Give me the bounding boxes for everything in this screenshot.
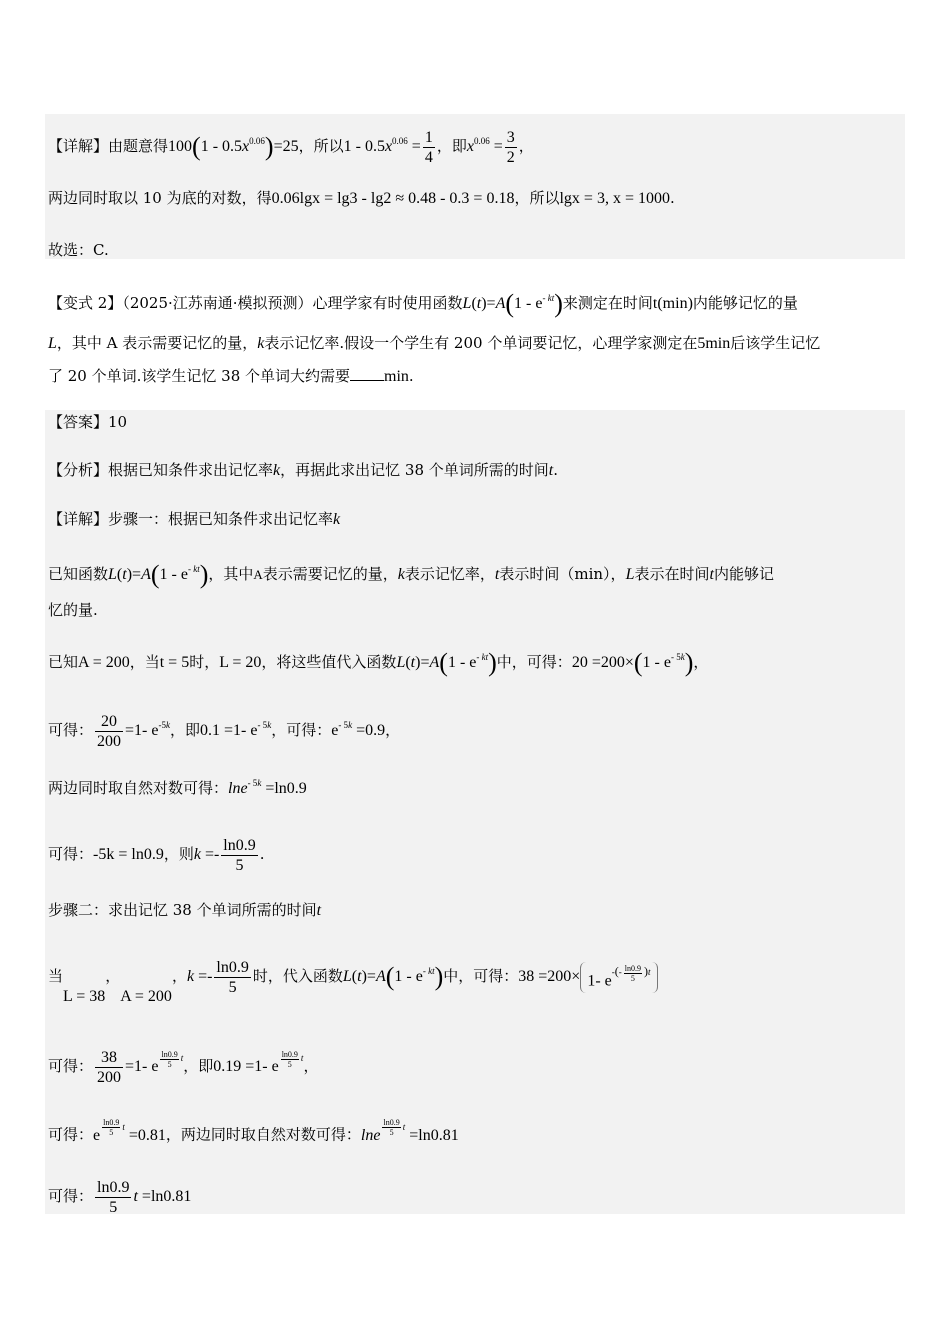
equation: $e^{- 5k} =0.9$ xyxy=(331,720,386,740)
answer-blank[interactable] xyxy=(350,379,384,381)
equation: $L(t)=A(1 - e^{- kt})$ xyxy=(108,560,209,589)
problem-tag: 【变式 2】 xyxy=(48,294,123,312)
equation: $x^{0.06}$ = $\frac{3}{2}$ xyxy=(466,129,515,166)
equation: 0.19 =1- e $^{\frac{\ln 0.9}{5} t}$ xyxy=(213,1049,304,1076)
prev-choice-line: 故选：C. xyxy=(48,241,109,259)
step1-line-2: 忆的量. xyxy=(48,601,98,619)
equation: 0.1 =1- $e^{- 5k}$ xyxy=(199,720,272,740)
analysis-line: 【分析】根据已知条件求出记忆率k，再据此求出记忆 38 个单词所需的时间t. xyxy=(48,461,558,479)
equation: $\frac{\ln 0.9}{5}$ t =ln0.81 xyxy=(97,1179,192,1216)
step2-title: 步骤二：求出记忆 38 个单词所需的时间t xyxy=(48,901,322,919)
equation: 0.06lgx = lg3 - lg2 ≈ 0.48 - 0.3 = 0.18 xyxy=(271,190,515,207)
answer-value: 10 xyxy=(108,413,128,431)
equation: k =- $\frac{\ln 0.9}{5}$ xyxy=(186,959,249,996)
solution-block xyxy=(45,410,905,1214)
step1-line-6: 可得：-5k = ln0.9，则k =- $\frac{\ln 0.9}{5}$ . xyxy=(48,837,265,874)
equation: $20 =200\times(1 - e^{- 5k})$ xyxy=(571,648,694,677)
step1-line-1: 已知函数$L(t)=A(1 - e^{- kt})$，其中A表示需要记忆的量，k表示记忆率，t表示时间（min），L表示在时间t内能够记 xyxy=(48,560,774,589)
equation: k =- $\frac{\ln 0.9}{5}$ xyxy=(193,837,256,874)
step1-title: 【详解】步骤一：根据已知条件求出记忆率k xyxy=(48,510,341,528)
equation: 38 =200× 1- $e^{-(- \frac{\ln 0.9}{5} )t}$ xyxy=(518,968,657,985)
step1-line-5: 两边同时取自然对数可得：lne$^{- 5k}$ =ln0.9 xyxy=(48,778,307,797)
step1-line-4: 可得： $\frac{20}{200}$ =1- $e^{-5k}$，即0.1 =1- $e^{- 5k}$，可得：$e^{- 5k} =0.9$， xyxy=(48,713,401,750)
equation: $L(t)=A(1 - e^{- kt})$ xyxy=(462,289,563,318)
step2-line-1: 当L = 38，A = 200，k =- $\frac{\ln 0.9}{5}$ 时，代入函数$L(t)=A(1 - e^{- kt})$中，可得：38 =200× 1- $e^{-(- \frac{\ln 0.9}{5} )t}$ xyxy=(48,958,905,1007)
prev-detail-line-1: 【详解】由题意得$100(1 - 0.5x^{0.06})=25$，所以$1 - 0.5x^{0.06}$ = $\frac{1}{4}$ ，即$x^{0.06}$ = $\frac{3}{2}$ ， xyxy=(48,129,534,166)
equation: $\frac{20}{200}$ =1- $e^{-5k}$ xyxy=(97,713,170,750)
equation: $1 - 0.5x^{0.06}$ = $\frac{1}{4}$ xyxy=(343,129,433,166)
equation: $L(t)=A(1 - e^{- kt})$ xyxy=(342,962,444,992)
prev-detail-line-2: 两边同时取以 10 为底的对数，得0.06lgx = lg3 - lg2 ≈ 0.48 - 0.3 = 0.18，所以lgx = 3, x = 1000. xyxy=(48,189,675,207)
answer-line xyxy=(48,412,905,432)
equation: e $^{\frac{\ln 0.9}{5} t}$ =0.81 xyxy=(93,1118,166,1144)
problem-line-1: 【变式 2】（2025·江苏南通·模拟预测）心理学家有时使用函数$L(t)=A(1 - e^{- kt})$来测定在时间t(min)内能够记忆的量 xyxy=(48,289,798,318)
step2-line-3: 可得：e $^{\frac{\ln 0.9}{5} t}$ =0.81，两边同时取自然对数可得：lne $^{\frac{\ln 0.9}{5} t}$ =ln0.81 xyxy=(48,1118,459,1144)
equation: lgx = 3, x = 1000 xyxy=(559,190,670,207)
step1-line-3: 已知A = 200，当t = 5时，L = 20，将这些值代入函数$L(t)=A(1 - e^{- kt})$中，可得：$20 =200\times(1 - e^{- 5k})$， xyxy=(48,648,709,677)
answer-tag: 【答案】 xyxy=(48,413,109,431)
equation: lne $^{\frac{\ln 0.9}{5} t}$ =ln0.81 xyxy=(360,1118,459,1144)
step2-line-2: 可得： $\frac{38}{200}$ =1- e $^{\frac{\ln 0.9}{5} t}$，即0.19 =1- e $^{\frac{\ln 0.9}{5} t}$， xyxy=(48,1049,319,1086)
problem-line-3: 了 20 个单词.该学生记忆 38 个单词大约需要 min. xyxy=(48,367,414,385)
problem-line-2: L，其中 A 表示需要记忆的量，k表示记忆率.假设一个学生有 200 个单词要记忆，心理学家测定在5min后该学生记忆 xyxy=(48,334,821,352)
equation: $L(t)=A(1 - e^{- kt})$ xyxy=(396,648,497,677)
equation: t(min) xyxy=(652,295,693,312)
equation: $100(1 - 0.5x^{0.06})=25$ xyxy=(168,132,299,162)
step2-line-4: 可得： $\frac{\ln 0.9}{5}$ t =ln0.81 xyxy=(48,1179,192,1216)
equation: lne$^{- 5k}$ =ln0.9 xyxy=(228,778,307,797)
equation: $\frac{38}{200}$ =1- e $^{\frac{\ln 0.9}{5} t}$ xyxy=(97,1049,184,1086)
